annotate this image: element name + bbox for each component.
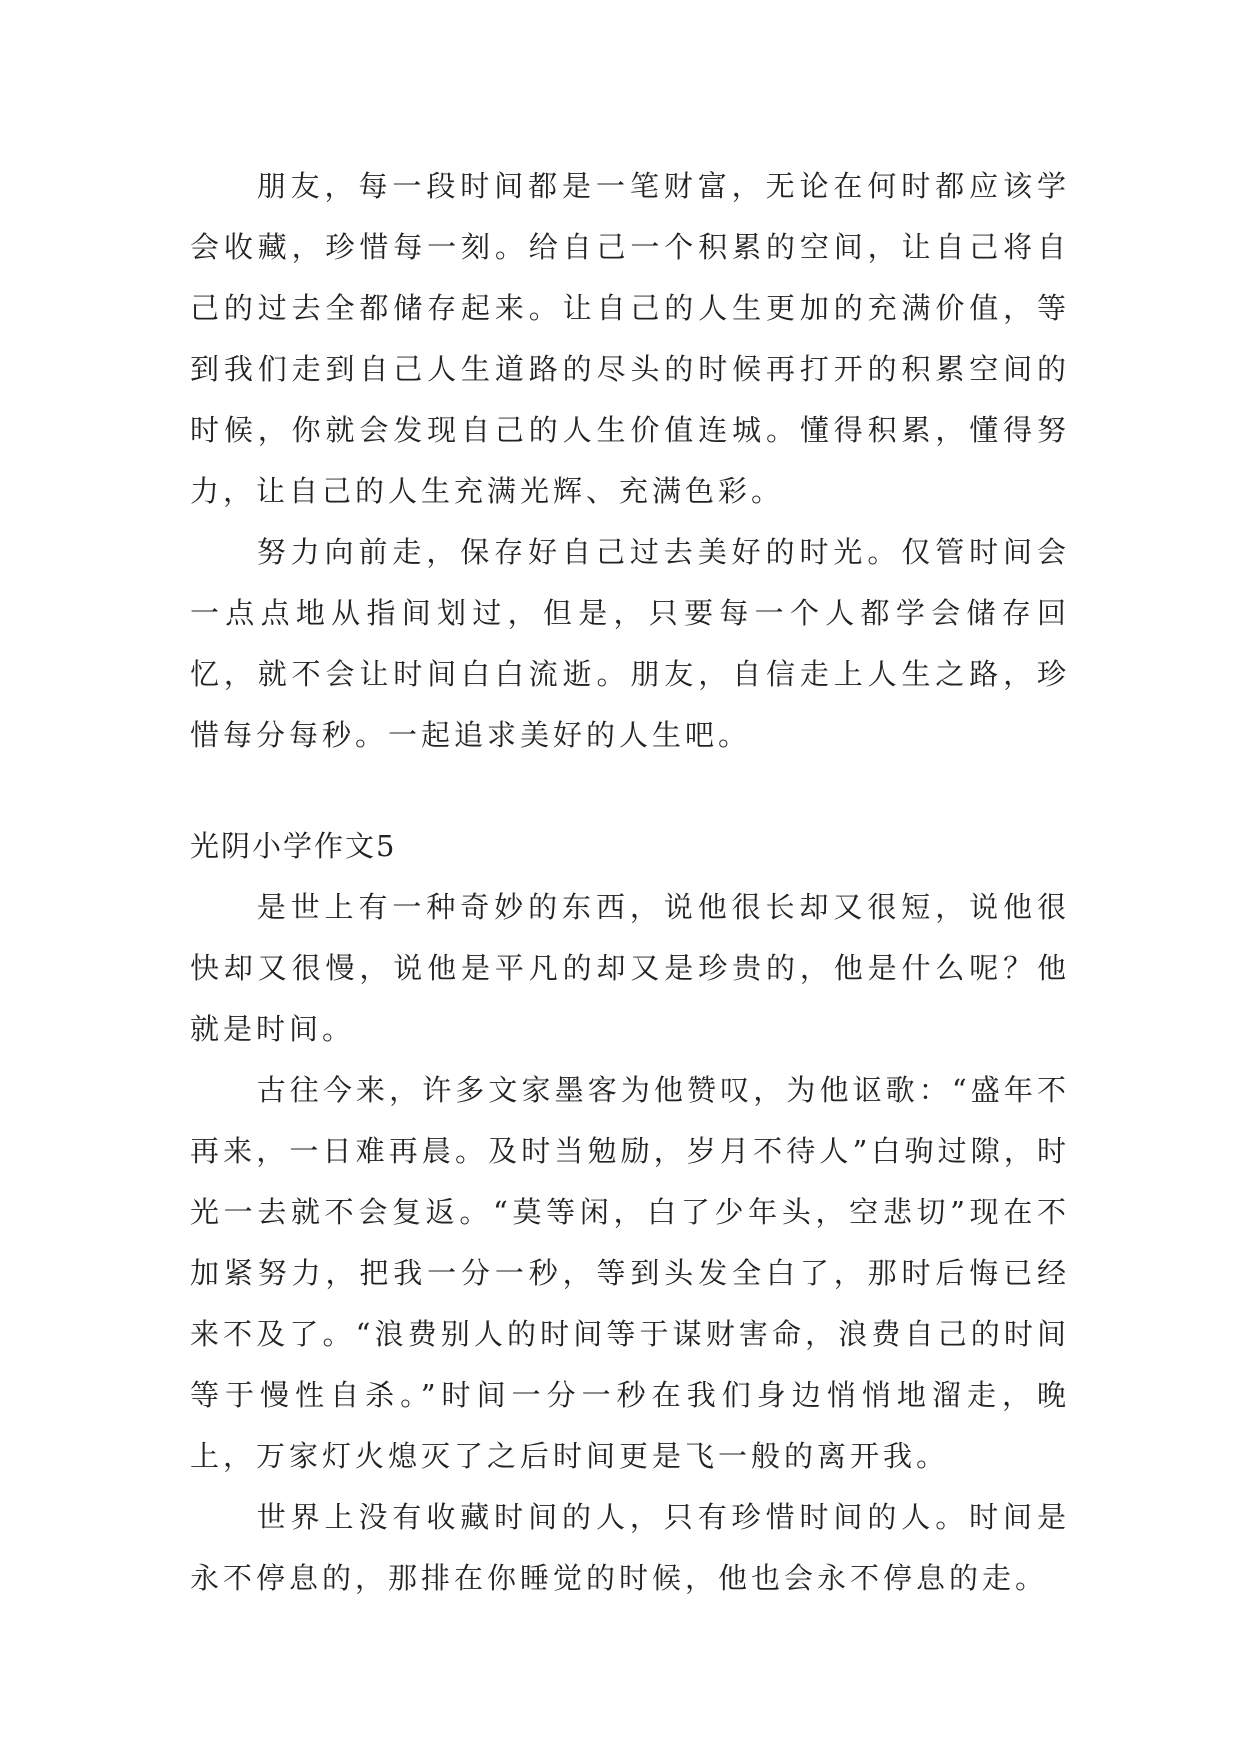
section-heading: 光阴小学作文5	[190, 829, 397, 863]
paragraph: 是世上有一种奇妙的东西，说他很长却又很短，说他很快却又很慢，说他是平凡的却又是珍贵的，他是什么呢？他就是时间。	[190, 890, 1070, 1046]
paragraph: 努力向前走，保存好自己过去美好的时光。仅管时间会一点点地从指间划过，但是，只要每一个人都学会储存回忆，就不会让时间白白流逝。朋友，自信走上人生之路，珍惜每分每秒。一起追求美好的人生吧。	[190, 535, 1070, 752]
paragraph: 朋友，每一段时间都是一笔财富，无论在何时都应该学会收藏，珍惜每一刻。给自己一个积累的空间，让自己将自己的过去全都储存起来。让自己的人生更加的充满价值，等到我们走到自己人生道路的尽头的时候再打开的积累空间的时候，你就会发现自己的人生价值连城。懂得积累，懂得努力，让自己的人生充满光辉、充满色彩。	[190, 169, 1070, 508]
document-body	[190, 156, 1070, 1609]
paragraph: 古往今来，许多文家墨客为他赞叹，为他讴歌：“盛年不再来，一日难再晨。及时当勉励，岁月不待人”白驹过隙，时光一去就不会复返。“莫等闲，白了少年头，空悲切”现在不加紧努力，把我一分一秒，等到头发全白了，那时后悔已经来不及了。“浪费别人的时间等于谋财害命，浪费自己的时间等于慢性自杀。”时间一分一秒在我们身边悄悄地溜走，晚上，万家灯火熄灭了之后时间更是飞一般的离开我。	[190, 1073, 1070, 1473]
paragraph: 世界上没有收藏时间的人，只有珍惜时间的人。时间是永不停息的，那排在你睡觉的时候，他也会永不停息的走。	[190, 1500, 1070, 1595]
